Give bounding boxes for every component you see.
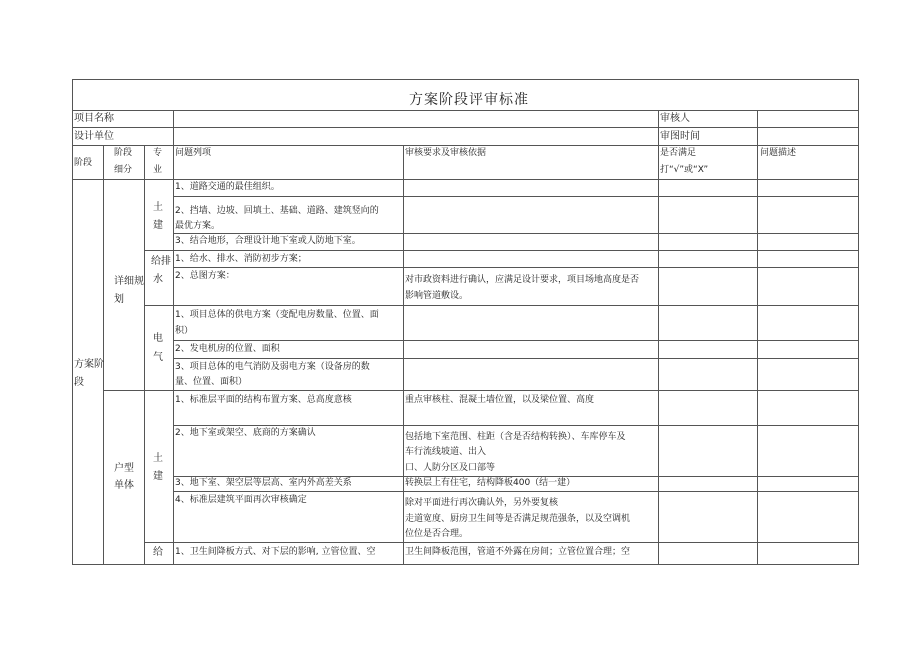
g2-item4-line1: 4、标准层建筑平面再次审核确定 — [175, 495, 307, 505]
page-title: 方案阶段评审标准 — [409, 92, 529, 108]
group1-major-water-1: 给排 — [151, 256, 171, 267]
col-issues: 问题列项 — [175, 148, 212, 158]
group1-major-water-2: 水 — [153, 274, 163, 285]
rule-col-major — [173, 145, 174, 565]
g2-item4-req1: 除对平面进行再次确认外，另外要复核 — [405, 498, 559, 508]
group1-substage-2: 划 — [114, 294, 124, 305]
group2-major-civil-2: 建 — [153, 471, 163, 482]
g2-item5-line1: 1、卫生间降板方式、对下层的影响, 立管位置、空 — [175, 547, 376, 557]
rule-g2-r4 — [173, 542, 859, 543]
rule-group-split — [103, 390, 859, 391]
col-requirements: 审核要求及审核依据 — [405, 148, 487, 158]
rule-col-stage — [103, 145, 104, 565]
g2-item3-req1: 转换层上有住宅，结构降板400（结一建） — [405, 478, 576, 488]
rule-project — [72, 127, 859, 128]
g2-item1-req1: 重点审核柱、混凝土墙位置，以及梁位置、高度 — [405, 395, 595, 405]
rule-g2-major-a — [144, 542, 174, 543]
col-substage-2: 细分 — [114, 165, 133, 175]
project-name-label: 项目名称 — [74, 113, 114, 124]
reviewer-label: 审核人 — [660, 113, 690, 124]
g1-item5-req1: 对市政资料进行确认，应满足设计要求，项目场地高度是否 — [405, 275, 640, 285]
g2-item2-line1: 2、地下室或架空、底商的方案确认 — [175, 428, 316, 438]
group1-substage-1: 详细规 — [114, 276, 144, 287]
g1-item6-line1: 1、项目总体的供电方案（变配电房数量、位置、面 — [175, 310, 379, 320]
group1-major-elec-2: 气 — [153, 352, 163, 363]
col-substage-1: 阶段 — [114, 148, 133, 158]
rule-header-a — [173, 110, 174, 145]
border-bottom — [72, 564, 859, 565]
rule-col-sat — [757, 145, 758, 565]
group1-major-civil-2: 建 — [153, 220, 163, 231]
g1-item5-line1: 2、总图方案： — [175, 271, 235, 281]
border-right — [858, 79, 859, 565]
g2-item4-req2: 走道宽度、厨房卫生间等是否满足规范强条，以及空调机 — [405, 514, 631, 524]
rule-g1-r3 — [173, 250, 859, 251]
col-stage: 阶段 — [74, 158, 93, 168]
rule-g1-r5 — [173, 305, 859, 306]
col-major-1: 专 — [153, 148, 163, 158]
group2-major-water: 给 — [153, 547, 163, 558]
group2-substage-1: 户型 — [114, 463, 134, 474]
design-unit-label: 设计单位 — [74, 131, 114, 142]
g2-item2-req2: 车行流线坡道、出入 — [405, 447, 487, 457]
g2-item2-req1: 包括地下室范围、柱距（含是否结构转换）、车库停车及 — [405, 432, 626, 442]
g2-item5-req1: 卫生间降板范围，管道不外露在房间；立管位置合理；空 — [405, 547, 631, 557]
g1-item4-line1: 1、给水、排水、消防初步方案； — [175, 254, 307, 264]
rule-g1-major-a — [144, 250, 174, 251]
rule-header-b — [658, 110, 659, 145]
g1-item3-line1: 3、结合地形，合理设计地下室或人防地下室。 — [175, 236, 361, 246]
rule-design — [72, 145, 859, 146]
g1-item1-line1: 1、道路交通的最佳组织。 — [175, 182, 280, 192]
border-left — [72, 79, 73, 565]
rule-col-issues — [403, 145, 404, 565]
g2-item3-line1: 3、地下室、架空层等层高、室内外高差关系 — [175, 478, 352, 488]
rule-g1-r1 — [173, 196, 859, 197]
g2-item1-line1: 1、标准层平面的结构布置方案、总高度意核 — [175, 395, 352, 405]
rule-columns — [72, 179, 859, 180]
rule-col-req — [658, 145, 659, 565]
rule-g1-r6 — [173, 340, 859, 341]
rule-g1-r4 — [173, 267, 859, 268]
rule-header-c — [757, 110, 758, 145]
g2-item2-req3: 口、人防分区及口部等 — [405, 463, 496, 473]
g1-item7-line1: 2、发电机房的位置、面积 — [175, 344, 280, 354]
group2-substage-2: 单体 — [114, 480, 134, 491]
stage-label-1: 方案阶 — [74, 359, 104, 370]
rule-g2-r3 — [173, 491, 859, 492]
review-time-label: 审图时间 — [660, 131, 700, 142]
g1-item6-line2: 积） — [175, 326, 194, 336]
g1-item2-line2: 最优方案。 — [175, 221, 221, 231]
rule-g1-major-b — [144, 305, 174, 306]
rule-g1-r2 — [173, 233, 859, 234]
group1-major-elec-1: 电 — [153, 333, 163, 344]
rule-g1-r7 — [173, 358, 859, 359]
col-major-2: 业 — [153, 165, 163, 175]
rule-title — [72, 110, 859, 111]
col-description: 问题描述 — [760, 148, 797, 158]
g1-item8-line2: 量、位置、面积） — [175, 377, 248, 387]
border-top — [72, 79, 859, 80]
g1-item2-line1: 2、挡墙、边坡、回填土、基础、道路、建筑竖向的 — [175, 206, 379, 216]
col-satisfied-2: 打“√”或“X” — [660, 165, 709, 175]
col-satisfied-1: 是否满足 — [660, 148, 697, 158]
rule-g2-r1 — [173, 425, 859, 426]
stage-label-2: 段 — [74, 377, 84, 388]
group2-major-civil-1: 土 — [153, 453, 163, 464]
g2-item4-req3: 位位是否合理。 — [405, 529, 469, 539]
review-standard-table — [72, 79, 859, 565]
group1-major-civil-1: 土 — [153, 202, 163, 213]
g1-item8-line1: 3、项目总体的电气消防及弱电方案（设备房的数 — [175, 362, 370, 372]
rule-col-substage — [144, 145, 145, 565]
g1-item5-req2: 影响管道敷设。 — [405, 291, 469, 301]
